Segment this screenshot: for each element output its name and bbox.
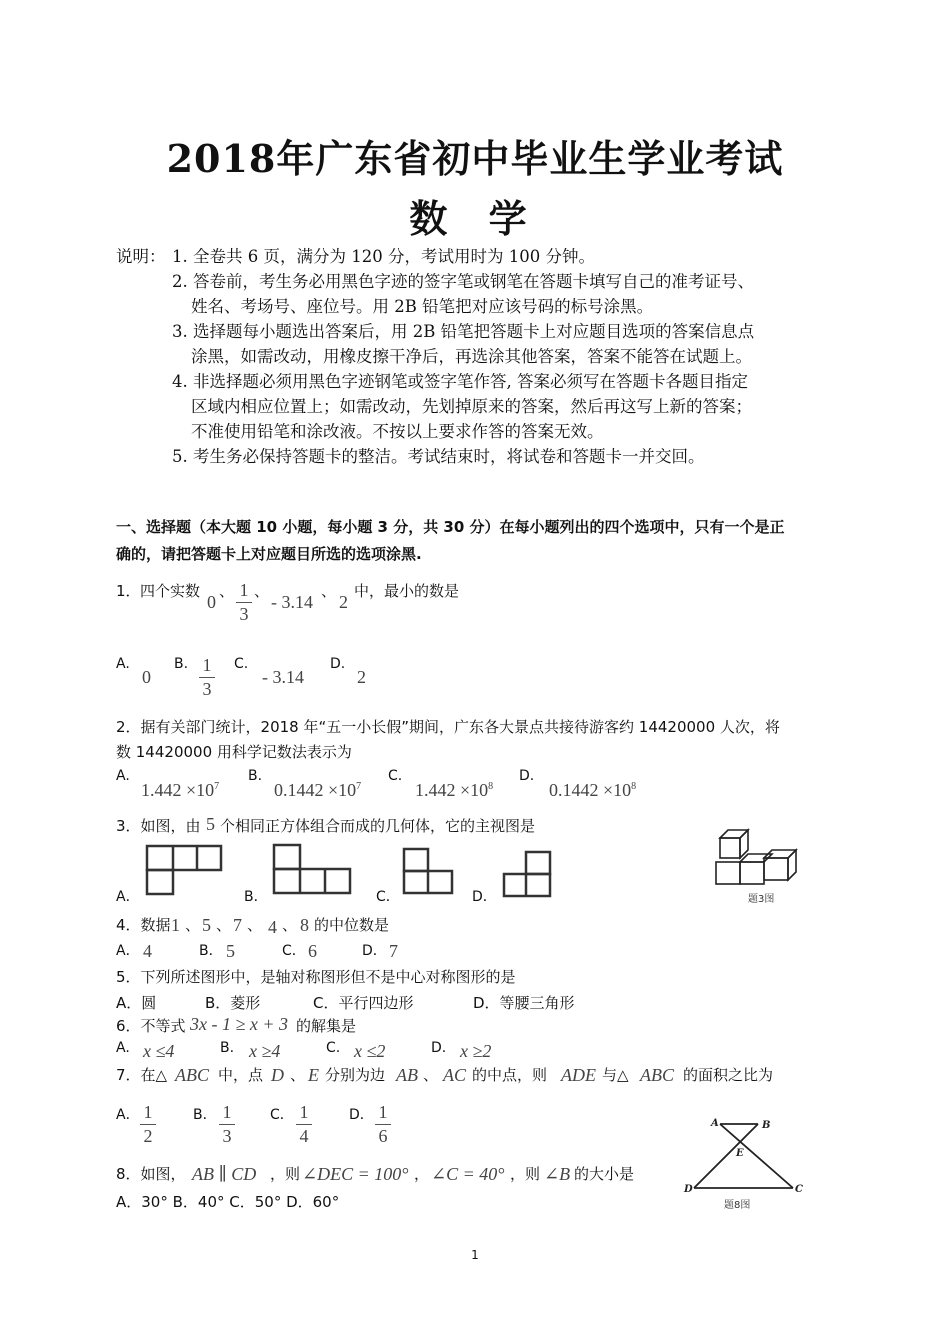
q3-option-b-figure — [272, 843, 354, 897]
q4-sep: 、 — [185, 916, 201, 934]
q7-option-b: 1 3 — [219, 1102, 235, 1147]
q7-stem: 的中点，则 — [472, 1066, 548, 1084]
q4-stem: 4．数据 — [116, 916, 171, 934]
q1-fraction: 1 3 — [236, 580, 252, 625]
q7-option-a: 1 2 — [140, 1102, 156, 1147]
q6-option-d-label: D. — [431, 1040, 447, 1056]
q1-option-a: 0 — [142, 667, 151, 687]
q7-stem: 与△ — [602, 1066, 629, 1084]
q8-angle-dec: ∠DEC = 100° — [302, 1164, 409, 1184]
q8-label-e: E — [736, 1148, 744, 1159]
q7-option-d: 1 6 — [375, 1102, 391, 1147]
q1-option-d: 2 — [357, 667, 366, 687]
q2-option-a: $1.442 \times 10^7$ — [141, 780, 220, 800]
q4-value: 8 — [300, 915, 309, 935]
instruction-line: 姓名、考场号、座位号。用 2B 铅笔把对应该号码的标号涂黑。 — [191, 297, 654, 316]
instruction-line: 1. 全卷共 6 页，满分为 120 分，考试用时为 100 分钟。 — [172, 247, 595, 266]
q6-option-c: x ≤2 — [354, 1041, 386, 1061]
q4-value: 4 — [268, 917, 277, 937]
q6-option-a-label: A. — [116, 1040, 130, 1056]
q4-value: 5 — [202, 915, 211, 935]
q1-stem: 四个实数 — [140, 582, 201, 600]
q2-option-a-label: A. — [116, 768, 130, 784]
q4-stem: 的中位数是 — [314, 916, 390, 934]
q3-figure-caption: 题3图 — [748, 894, 775, 905]
q7-stem: 中，点 — [218, 1066, 264, 1084]
q3-option-a-label: A． — [116, 889, 140, 905]
q3-stem: 3．如图，由 — [116, 817, 201, 835]
q6-option-b-label: B. — [220, 1040, 235, 1056]
q8-label-c: C — [795, 1184, 803, 1195]
q5-stem: 5．下列所述图形中，是轴对称图形但不是中心对称图形的是 — [116, 968, 516, 986]
q7-triangle-abc: ABC — [640, 1065, 674, 1085]
q1-value: - 3.14 — [271, 592, 313, 612]
q7-stem: 、 — [290, 1066, 306, 1084]
q5-option-d: D．等腰三角形 — [473, 994, 575, 1012]
section-heading: 确的，请把答题卡上对应题目所选的选项涂黑. — [116, 545, 422, 563]
page-number: 1 — [471, 1248, 479, 1262]
q6-option-c-label: C. — [326, 1040, 341, 1056]
q4-option-d-label: D． — [362, 943, 387, 959]
q4-sep: 、 — [216, 916, 232, 934]
q7-option-b-label: B． — [193, 1107, 217, 1123]
q7-point-d: D — [271, 1065, 284, 1085]
q1-value: 0 — [207, 592, 216, 612]
q5-option-b: B．菱形 — [205, 994, 261, 1012]
q8-label-d: D — [684, 1184, 693, 1195]
q7-side-ac: AC — [443, 1065, 467, 1085]
q6-inequality: 3x - 1 ≥ x + 3 — [190, 1014, 288, 1034]
q8-parallel: AB ∥ CD — [192, 1164, 257, 1184]
q7-point-e: E — [308, 1065, 319, 1085]
q3-option-c-figure — [402, 847, 456, 897]
q3-option-d-figure — [502, 850, 554, 898]
q3-option-a-figure — [145, 844, 225, 896]
instruction-line: 涂黑，如需改动，用橡皮擦干净后，再选涂其他答案，答案不能答在试题上。 — [191, 347, 752, 366]
q6-option-d: x ≥2 — [460, 1041, 492, 1061]
instruction-line: 3. 选择题每小题选出答案后，用 2B 铅笔把答题卡上对应题目选项的答案信息点 — [172, 322, 755, 341]
q8-figure-caption: 题8图 — [724, 1200, 751, 1211]
q3-option-d-label: D． — [472, 889, 497, 905]
q8-label-b: B — [762, 1120, 771, 1131]
q4-option-a-label: A． — [116, 943, 140, 959]
q5-option-c: C．平行四边形 — [313, 994, 414, 1012]
q8-stem: 的大小是 — [574, 1165, 635, 1183]
instruction-line: 4. 非选择题必须用黑色字迹钢笔或签字笔作答, 答案必须写在答题卡各题目指定 — [172, 372, 748, 391]
instructions-prefix: 说明： — [116, 247, 166, 266]
instruction-line: 区域内相应位置上；如需改动，先划掉原来的答案，然后再这写上新的答案； — [191, 397, 752, 416]
instruction-line: 5. 考生务必保持答题卡的整洁。考试结束时，将试卷和答题卡一并交回。 — [172, 447, 705, 466]
instruction-line: 2. 答卷前，考生务必用黑色字迹的签字笔或钢笔在答题卡填写自己的准考证号、 — [172, 272, 754, 291]
q7-option-d-label: D． — [349, 1107, 374, 1123]
q1-sep: 、 — [321, 582, 337, 600]
q3-number: 5 — [206, 814, 215, 834]
q3-figure-cubes — [708, 822, 808, 908]
q2-option-d: $0.1442 \times 10^8$ — [549, 780, 637, 800]
q7-side-ab: AB — [396, 1065, 418, 1085]
q1-sep: 、 — [219, 582, 235, 600]
q6-stem: 的解集是 — [296, 1017, 357, 1035]
q1-option-b-label: B. — [174, 656, 189, 672]
q1-option-c-label: C. — [234, 656, 249, 672]
exam-title: 2018年广东省初中毕业生学业考试 — [166, 136, 784, 181]
q4-option-c-label: C． — [282, 943, 306, 959]
q7-stem: 7．在△ — [116, 1066, 168, 1084]
q4-option-a: 4 — [143, 941, 152, 961]
section-heading: 一、选择题（本大题 10 小题，每小题 3 分，共 30 分）在每小题列出的四个选项中，只有一个是正 — [116, 518, 785, 536]
q7-option-c-label: C． — [270, 1107, 294, 1123]
q7-triangle-abc: ABC — [175, 1065, 209, 1085]
q2-stem: 2．据有关部门统计，2018 年“五一小长假”期间，广东各大景点共接待游客约 14420000 人次，将 — [116, 718, 780, 736]
q8-stem: ， — [414, 1165, 430, 1183]
q8-stem: 8．如图， — [116, 1165, 186, 1183]
q1-option-b: 1 3 — [199, 655, 215, 700]
q8-angle-b: ∠B — [544, 1164, 571, 1184]
q8-label-a: A — [711, 1118, 719, 1129]
q8-stem: ，则 — [510, 1165, 541, 1183]
q1-option-a-label: A. — [116, 656, 130, 672]
q4-option-b-label: B． — [199, 943, 223, 959]
q6-stem: 6．不等式 — [116, 1017, 186, 1035]
q7-option-a-label: A． — [116, 1107, 140, 1123]
q2-option-b: $0.1442 \times 10^7$ — [274, 780, 362, 800]
q4-option-d: 7 — [389, 941, 398, 961]
q8-stem: ，则 — [270, 1165, 301, 1183]
q1-stem: 中，最小的数是 — [354, 582, 460, 600]
q8-figure — [680, 1114, 810, 1214]
q3-option-c-label: C． — [376, 889, 400, 905]
q1-option-d-label: D. — [330, 656, 346, 672]
q8-options: A．30° B．40° C．50° D．60° — [116, 1193, 340, 1211]
q4-value: 1 — [171, 915, 180, 935]
q7-stem: 分别为边 — [325, 1066, 386, 1084]
q2-stem: 数 14420000 用科学记数法表示为 — [116, 743, 352, 761]
q3-option-b-label: B． — [244, 889, 268, 905]
q1-number: 1． — [116, 582, 141, 600]
q2-option-c: $1.442 \times 10^8$ — [415, 780, 494, 800]
instruction-line: 不准使用铅笔和涂改液。不按以上要求作答的答案无效。 — [191, 422, 604, 441]
q7-option-c: 1 4 — [296, 1102, 312, 1147]
q2-option-c-label: C. — [388, 768, 403, 784]
q6-option-b: x ≥4 — [249, 1041, 281, 1061]
q4-option-c: 6 — [308, 941, 317, 961]
q2-option-d-label: D. — [519, 768, 535, 784]
q3-stem: 个相同正方体组合而成的几何体，它的主视图是 — [220, 817, 536, 835]
q2-option-b-label: B. — [248, 768, 263, 784]
q7-stem: 的面积之比为 — [683, 1066, 774, 1084]
q7-stem: 、 — [423, 1066, 439, 1084]
q4-value: 7 — [233, 915, 242, 935]
q1-sep: 、 — [254, 582, 270, 600]
q8-angle-c: ∠C = 40° — [431, 1164, 505, 1184]
q5-option-a: A．圆 — [116, 994, 157, 1012]
q4-option-b: 5 — [226, 941, 235, 961]
q4-sep: 、 — [282, 916, 298, 934]
exam-subject: 数 学 — [409, 196, 541, 241]
q7-triangle-ade: ADE — [561, 1065, 596, 1085]
q1-value: 2 — [339, 592, 348, 612]
q6-option-a: x ≤4 — [143, 1041, 175, 1061]
q1-option-c: - 3.14 — [262, 667, 304, 687]
q4-sep: 、 — [247, 916, 263, 934]
